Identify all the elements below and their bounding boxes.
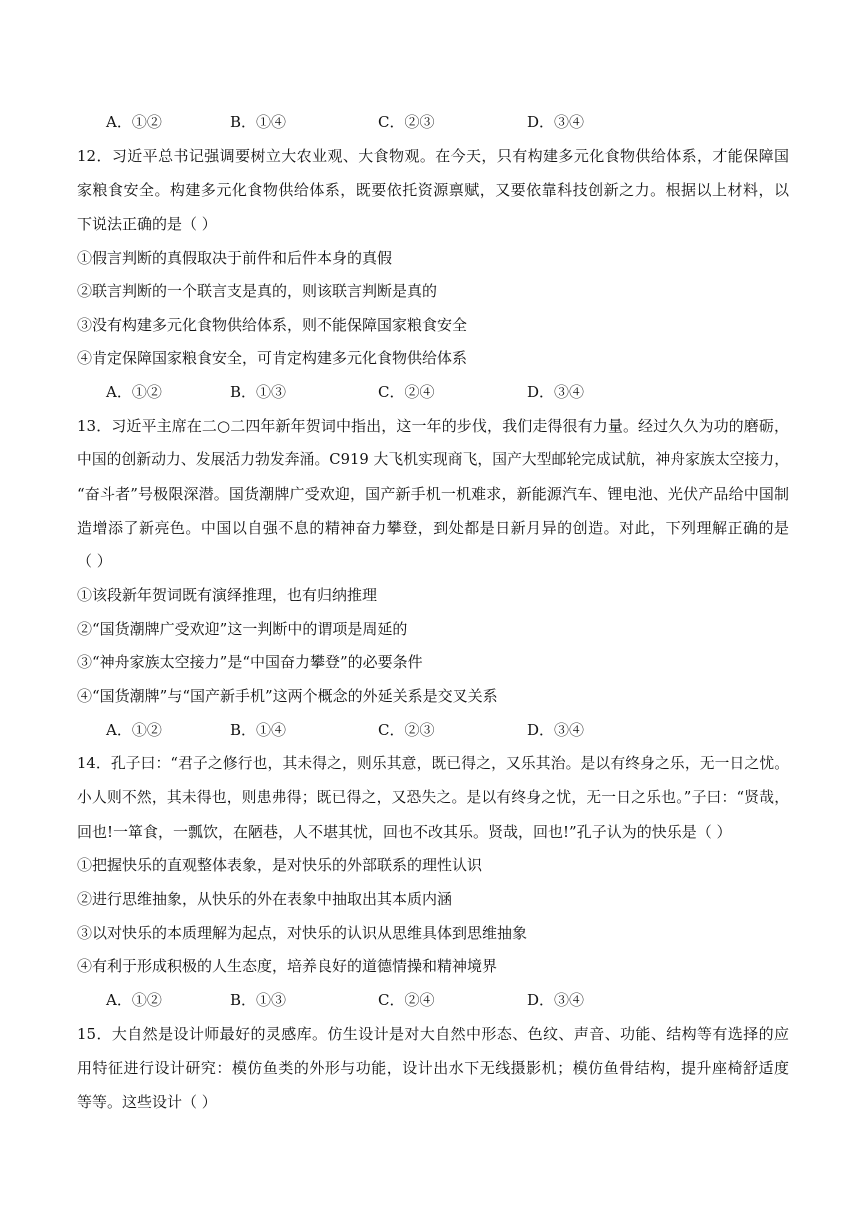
q14-option-b: B．①③ xyxy=(230,991,287,1009)
q14-stem-line-1: 14．孔子曰：“君子之修行也，其未得之，则乐其意，既已得之，又乐其治。是以有终身之乐，无一日之忧。 xyxy=(77,755,789,772)
q13-options xyxy=(106,720,706,740)
q12-options xyxy=(106,382,706,402)
q15-stem-line-3: 等等。这些设计（ ） xyxy=(77,1093,217,1111)
q15-stem-line-1: 15．大自然是设计师最好的灵感库。仿生设计是对大自然中形态、色纹、声音、功能、结构等有选择的应 xyxy=(77,1025,789,1043)
q13-statement-2: ②“国货潮牌广受欢迎”这一判断中的谓项是周延的 xyxy=(77,620,408,638)
q12-stem-line-2: 家粮食安全。构建多元化食物供给体系，既要依托资源禀赋，又要依靠科技创新之力。根据以上材料，以 xyxy=(77,181,789,199)
q11-option-d: D．③④ xyxy=(527,113,585,131)
q13-stem-line-4: 造增添了新亮色。中国以自强不息的精神奋力攀登，到处都是日新月异的创造。对此，下列理解正确的是 xyxy=(77,519,789,537)
q14-option-d: D．③④ xyxy=(527,991,585,1009)
q12-option-d: D．③④ xyxy=(527,383,585,401)
q13-stem-line-5: （ ） xyxy=(77,552,112,570)
q13-statement-1: ①该段新年贺词既有演绎推理，也有归纳推理 xyxy=(77,586,378,604)
q12-option-a: A．①② xyxy=(106,383,162,401)
q11-option-a: A．①② xyxy=(106,113,162,131)
q11-option-b: B．①④ xyxy=(230,113,287,131)
q14-stem-line-3: 回也!一箪食，一瓢饮，在陋巷，人不堪其忧，回也不改其乐。贤哉，回也!”孔子认为的快乐是（ ） xyxy=(77,823,732,841)
q12-option-c: C．②④ xyxy=(378,383,435,401)
q13-statement-4: ④“国货潮牌”与“国产新手机”这两个概念的外延关系是交叉关系 xyxy=(77,687,498,705)
q12-statement-4: ④肯定保障国家粮食安全，可肯定构建多元化食物供给体系 xyxy=(77,349,468,367)
q13-option-d: D．③④ xyxy=(527,721,585,739)
q14-option-a: A．①② xyxy=(106,991,162,1009)
q12-stem-line-1: 12．习近平总书记强调要树立大农业观、大食物观。在今天，只有构建多元化食物供给体系，才能保障国 xyxy=(77,147,789,165)
q12-option-b: B．①③ xyxy=(230,383,287,401)
q14-option-c: C．②④ xyxy=(378,991,435,1009)
q15-stem-line-2: 用特征进行设计研究：模仿鱼类的外形与功能，设计出水下无线摄影机；模仿鱼骨结构，提升座椅舒适度 xyxy=(77,1059,789,1077)
q11-option-c: C．②③ xyxy=(378,113,435,131)
q14-options xyxy=(106,990,706,1010)
q13-stem-line-1: 13．习近平主席在二○二四年新年贺词中指出，这一年的步伐，我们走得很有力量。经过久久为功的磨砺， xyxy=(77,417,789,435)
q13-stem-line-2: 中国的创新动力、发展活力勃发奔涌。C919 大飞机实现商飞，国产大型邮轮完成试航，神舟家族太空接力， xyxy=(77,451,789,468)
q12-statement-3: ③没有构建多元化食物供给体系，则不能保障国家粮食安全 xyxy=(77,316,468,334)
q14-statement-1: ①把握快乐的直观整体表象，是对快乐的外部联系的理性认识 xyxy=(77,856,483,874)
q13-stem-line-3: “奋斗者”号极限深潜。国货潮牌广受欢迎，国产新手机一机难求，新能源汽车、锂电池、光伏产品给中国制 xyxy=(77,485,789,503)
q12-stem-line-3: 下说法正确的是（ ） xyxy=(77,215,217,233)
q14-statement-3: ③以对快乐的本质理解为起点，对快乐的认识从思维具体到思维抽象 xyxy=(77,924,528,942)
q12-statement-1: ①假言判断的真假取决于前件和后件本身的真假 xyxy=(77,249,393,267)
q14-statement-4: ④有利于形成积极的人生态度，培养良好的道德情操和精神境界 xyxy=(77,957,498,975)
q11-options xyxy=(106,112,706,132)
q13-statement-3: ③“神舟家族太空接力”是“中国奋力攀登”的必要条件 xyxy=(77,653,423,671)
q14-stem-line-2: 小人则不然，其未得也，则患弗得；既已得之，又恐失之。是以有终身之忧，无一日之乐也。”子曰：“贤哉， xyxy=(77,789,789,806)
q13-option-b: B．①④ xyxy=(230,721,287,739)
q13-option-a: A．①② xyxy=(106,721,162,739)
q13-option-c: C．②③ xyxy=(378,721,435,739)
q14-statement-2: ②进行思维抽象，从快乐的外在表象中抽取出其本质内涵 xyxy=(77,890,453,908)
q12-statement-2: ②联言判断的一个联言支是真的，则该联言判断是真的 xyxy=(77,282,438,300)
